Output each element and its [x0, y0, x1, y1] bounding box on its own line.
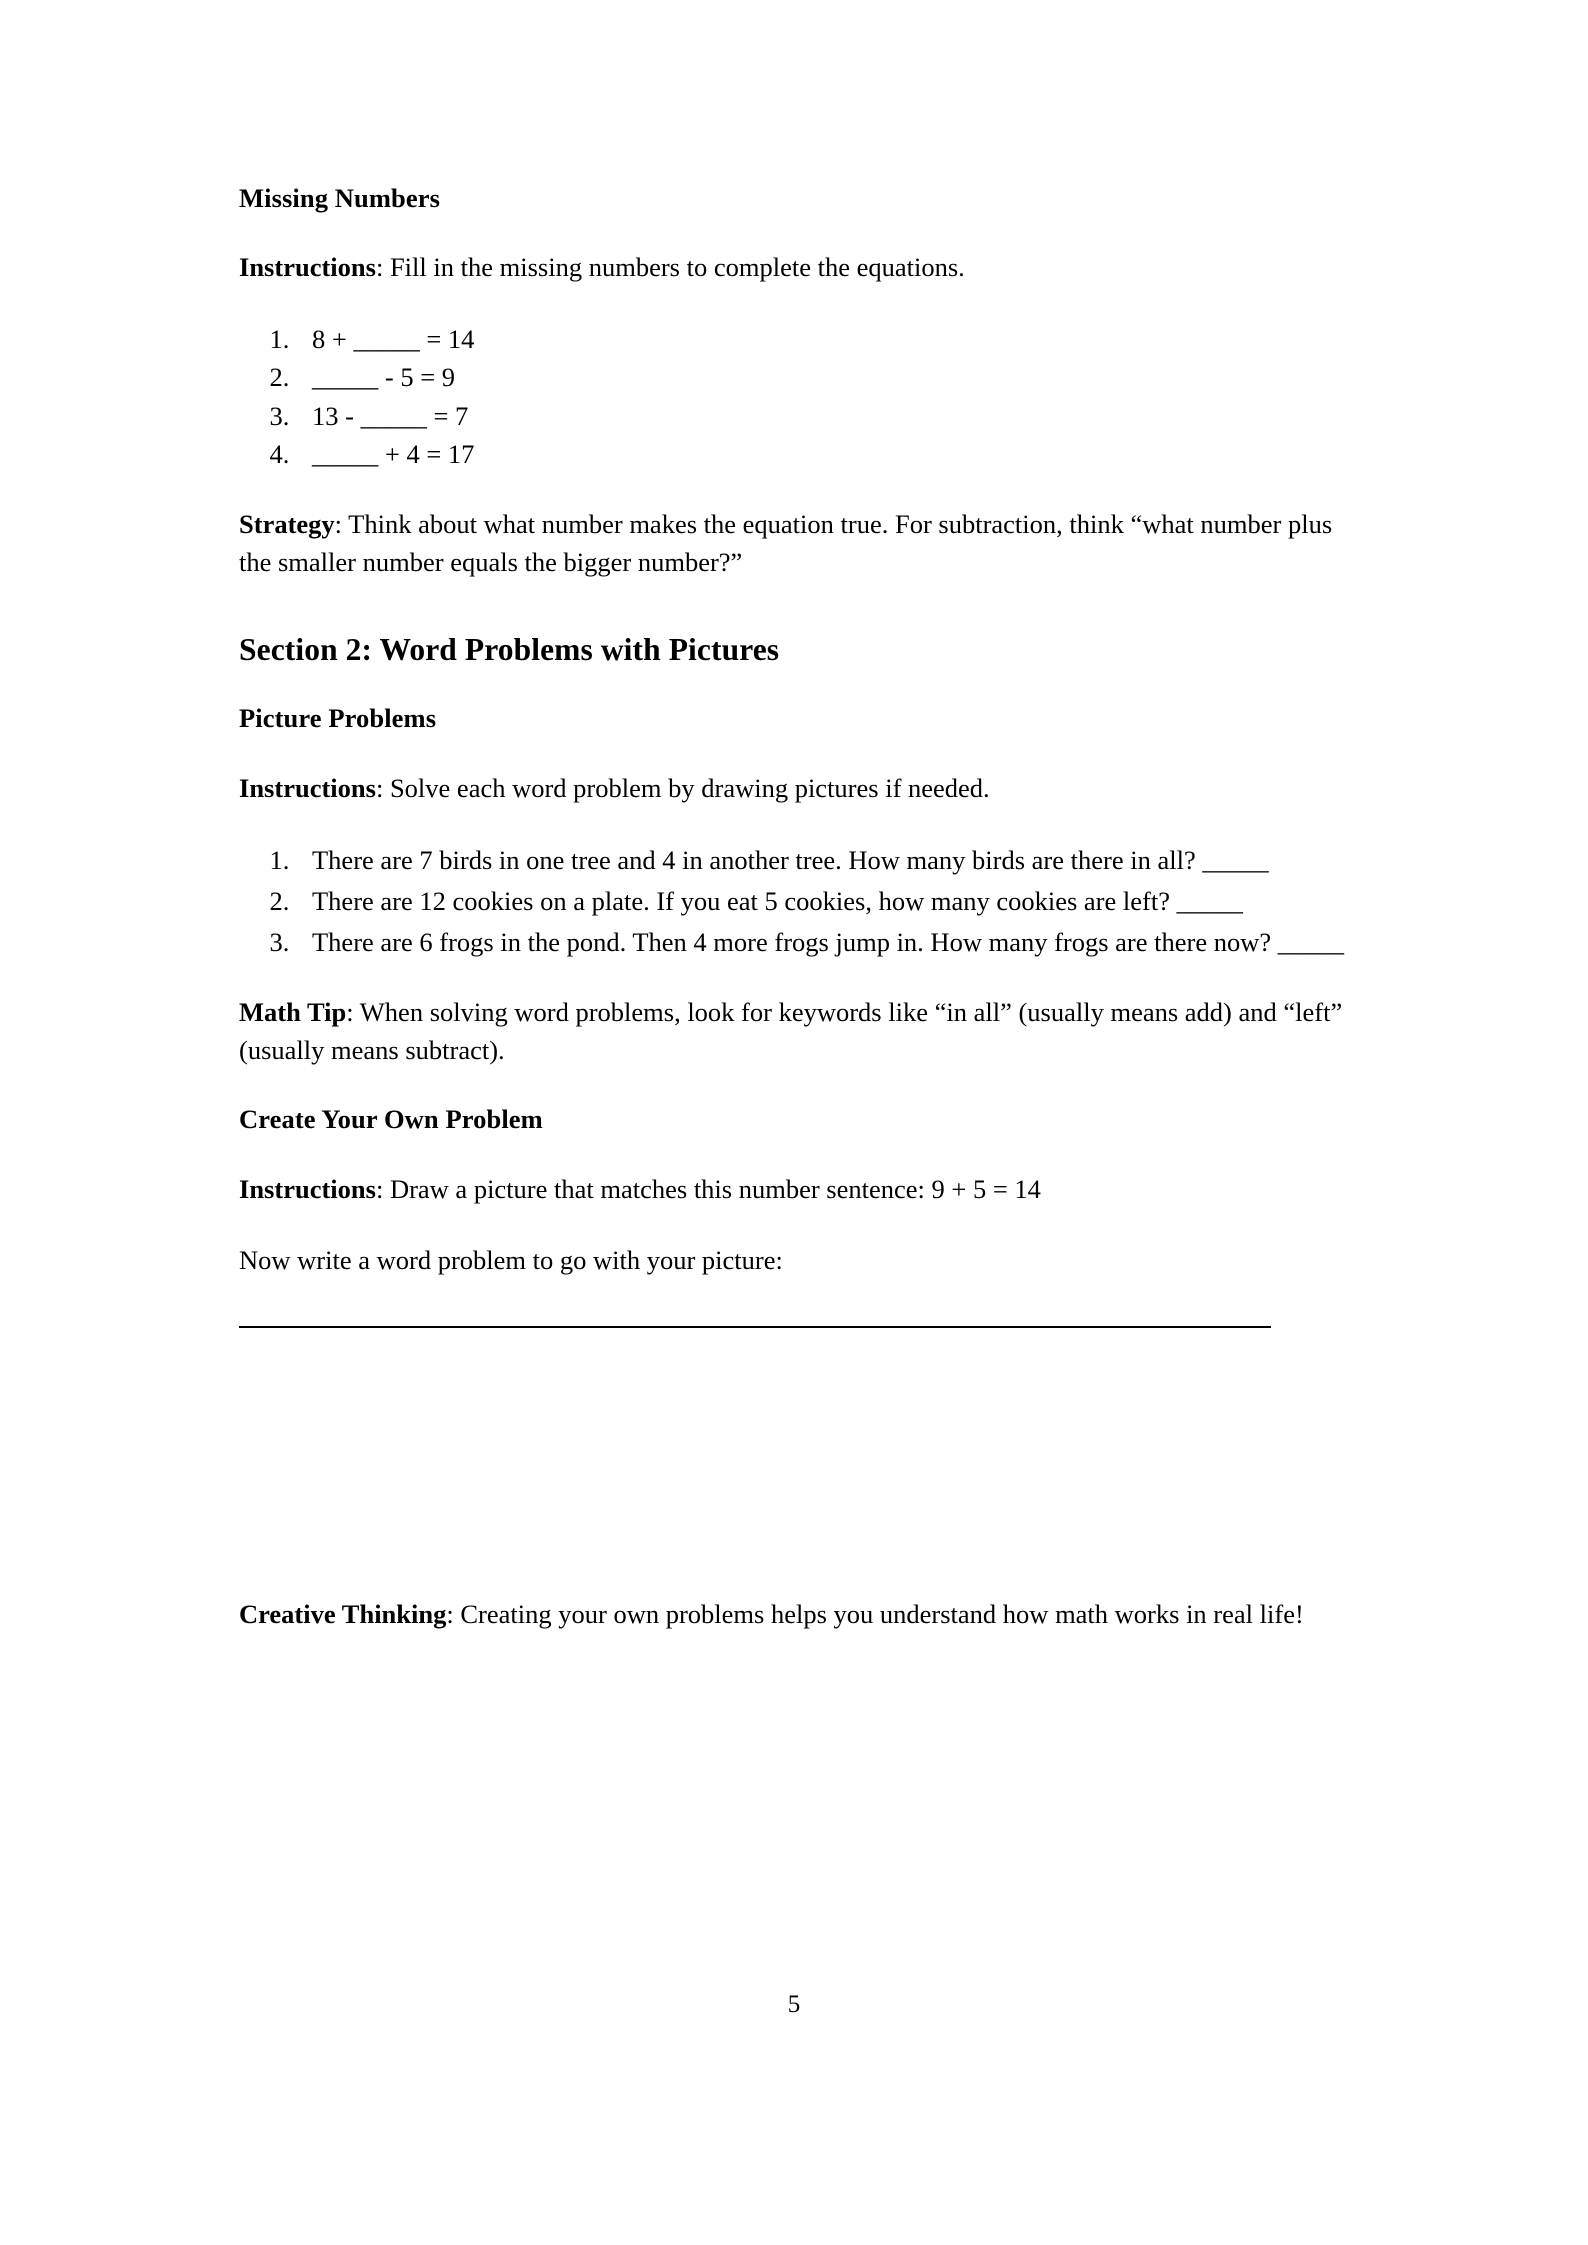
instructions-text: : Solve each word problem by drawing pictures if needed. — [375, 772, 990, 803]
creative-thinking-text: : Creating your own problems helps you understand how math works in real life! — [446, 1599, 1304, 1630]
word-problem-list — [239, 841, 1347, 962]
math-tip-label: Math Tip — [239, 997, 347, 1028]
list-item — [296, 397, 1347, 435]
drawing-space — [239, 1328, 1347, 1596]
equation-4: _____ + 4 = 17 — [312, 438, 475, 469]
list-item — [296, 320, 1347, 358]
math-tip-paragraph — [239, 994, 1347, 1070]
list-item: 1. There are 7 birds in one tree and 4 in another tree. How many birds are there in all? _____ — [296, 841, 1347, 880]
instructions-text: : Fill in the missing numbers to complete the equations. — [375, 252, 965, 283]
write-problem-prompt: Now write a word problem to go with your picture: — [239, 1244, 783, 1275]
missing-numbers-heading: Missing Numbers — [239, 183, 441, 213]
page-number: 5 — [787, 1991, 801, 2018]
creative-thinking-paragraph — [239, 1596, 1347, 1634]
strategy-label: Strategy — [239, 508, 335, 539]
math-tip-text: : When solving word problems, look for keywords like “in all” (usually means add) and “left” (usually means subtract). — [239, 997, 1343, 1066]
equation-1: 8 + _____ = 14 — [312, 324, 475, 355]
equation-2: _____ - 5 = 9 — [312, 362, 456, 393]
list-item — [296, 435, 1347, 473]
section-2-heading: Section 2: Word Problems with Pictures — [239, 631, 780, 667]
strategy-text: : Think about what number makes the equation true. For subtraction, think “what number plus the smaller number equals the bigger number?” — [239, 508, 1333, 577]
list-item: 2. There are 12 cookies on a plate. If you eat 5 cookies, how many cookies are left? _____ — [296, 882, 1347, 921]
creative-thinking-label: Creative Thinking — [239, 1599, 447, 1630]
create-your-own-instructions — [239, 1171, 1347, 1209]
picture-problems-heading: Picture Problems — [239, 703, 437, 734]
instructions-text: : Draw a picture that matches this number sentence: 9 + 5 = 14 — [375, 1173, 1041, 1204]
instructions-label: Instructions — [239, 772, 376, 803]
list-item: 3. There are 6 frogs in the pond. Then 4 more frogs jump in. How many frogs are there now? _____ — [296, 923, 1347, 962]
instructions-label: Instructions — [239, 252, 376, 283]
page-content — [239, 182, 1347, 1667]
strategy-paragraph — [239, 506, 1347, 582]
instructions-label: Instructions — [239, 1173, 376, 1204]
equation-list — [239, 320, 1347, 473]
list-item — [296, 358, 1347, 396]
picture-problems-instructions — [239, 770, 1347, 808]
equation-3: 13 - _____ = 7 — [312, 400, 469, 431]
create-your-own-heading: Create Your Own Problem — [239, 1104, 543, 1135]
missing-numbers-instructions — [239, 249, 1347, 287]
